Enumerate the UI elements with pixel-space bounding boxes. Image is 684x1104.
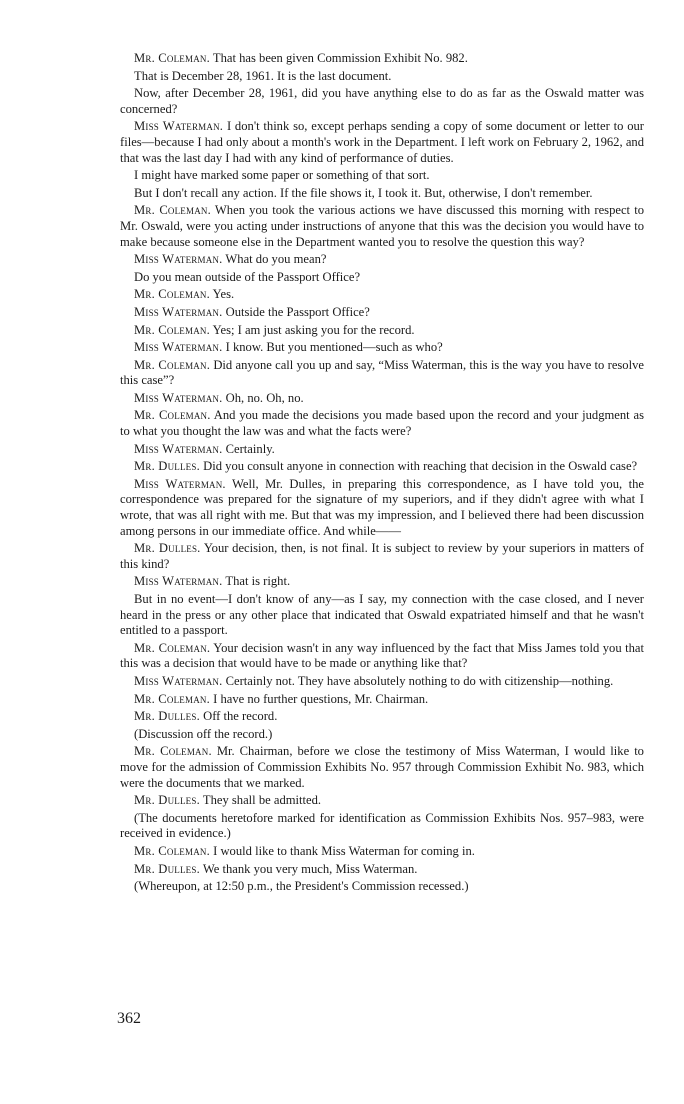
paragraph-text: I know. But you mentioned—such as who? — [225, 340, 443, 355]
transcript-paragraph — [120, 323, 644, 339]
speaker-name: Mr. Coleman. — [134, 744, 212, 759]
speaker-name: Miss Waterman. — [134, 340, 223, 355]
paragraph-text: Yes; I am just asking you for the record. — [212, 322, 415, 337]
paragraph-text: Did anyone call you up and say, “Miss Waterman, this is the way you have to resolve this case”? — [120, 357, 644, 388]
paragraph-text: We thank you very much, Miss Waterman. — [202, 861, 418, 876]
transcript-paragraph — [120, 186, 644, 202]
paragraph-text: Certainly not. They have absolutely nothing to do with citizenship—nothing. — [225, 673, 614, 688]
paragraph-text: Mr. Chairman, before we close the testimony of Miss Waterman, I would like to move for the admission of Commission Exhibits No. 957 through Commission Exhibit No. 983, which were the documents that we marked. — [120, 744, 644, 790]
transcript-paragraph — [120, 358, 644, 389]
speaker-name: Miss Waterman. — [134, 252, 223, 267]
speaker-name: Miss Waterman. — [134, 476, 226, 491]
paragraph-text: I would like to thank Miss Waterman for coming in. — [213, 843, 475, 858]
speaker-name: Miss Waterman. — [134, 304, 223, 319]
paragraph-text: When you took the various actions we have discussed this morning with respect to Mr. Oswald, were you acting under instructions of anyone that this was the decision you would have to make because someone else in the Department wanted you to resolve the question this way? — [120, 203, 645, 249]
speaker-name: Mr. Coleman. — [134, 322, 210, 337]
speaker-name: Miss Waterman. — [134, 574, 223, 589]
transcript-paragraph — [120, 168, 644, 184]
speaker-name: Miss Waterman. — [134, 119, 224, 134]
paragraph-text: Your decision, then, is not final. It is subject to review by your superiors in matters of this kind? — [120, 541, 644, 571]
speaker-name: Mr. Coleman. — [134, 51, 210, 65]
transcript-paragraph — [120, 862, 644, 878]
speaker-name: Mr. Coleman. — [134, 408, 211, 423]
transcript-paragraph — [120, 287, 644, 303]
speaker-name: Miss Waterman. — [134, 673, 223, 688]
page-number: 362 — [117, 1010, 141, 1027]
transcript-paragraph — [120, 641, 644, 672]
paragraph-text: That is right. — [225, 574, 291, 589]
speaker-name: Mr. Coleman. — [134, 691, 210, 706]
paragraph-text: What do you mean? — [225, 252, 327, 267]
paragraph-text: And you made the decisions you made based upon the record and your judgment as to what you thought the law was and what the facts were? — [120, 408, 644, 439]
transcript-paragraph — [120, 574, 644, 590]
speaker-name: Mr. Dulles. — [134, 793, 200, 808]
paragraph-text: Now, after December 28, 1961, did you have anything else to do as far as the Oswald matter was concerned? — [120, 86, 644, 116]
transcript-paragraph — [120, 477, 644, 539]
transcript-paragraph — [120, 844, 644, 860]
speaker-name: Miss Waterman. — [134, 390, 223, 405]
speaker-name: Mr. Coleman. — [134, 203, 211, 218]
transcript-paragraph — [120, 459, 644, 475]
paragraph-text: But I don't recall any action. If the file shows it, I took it. But, otherwise, I don't remember. — [134, 185, 593, 200]
paragraph-text: They shall be admitted. — [202, 793, 322, 808]
transcript-paragraph — [120, 119, 644, 166]
paragraph-text: That is December 28, 1961. It is the last document. — [134, 68, 392, 83]
transcript-paragraph — [120, 879, 644, 895]
transcript-paragraph — [120, 408, 644, 439]
paragraph-text: Off the record. — [203, 709, 278, 724]
transcript-paragraph — [120, 793, 644, 809]
paragraph-text: Did you consult anyone in connection with reaching that decision in the Oswald case? — [203, 459, 638, 474]
paragraph-text: Well, Mr. Dulles, in preparing this correspondence, as I have told you, the correspondence was prepared for the signature of my superiors, and if they didn't agree with what I wrote, that was all right with me. But that was my impression, and I believed there had been discussion among persons in our immediate office. And while—— — [120, 476, 645, 538]
paragraph-text: I don't think so, except perhaps sending a copy of some document or letter to our files—because I had only about a month's work in the Department. I left work on February 2, 1962, and that was the last day I had with any kind of performance of duties. — [120, 119, 644, 165]
paragraph-text: But in no event—I don't know of any—as I say, my connection with the case closed, and I never heard in the press or any other place that indicated that Oswald expatriated himself and that he wasn't entitled to a passport. — [120, 592, 644, 638]
transcript-paragraph — [120, 692, 644, 708]
speaker-name: Mr. Coleman. — [134, 843, 210, 858]
transcript-paragraph — [120, 674, 644, 690]
speaker-name: Miss Waterman. — [134, 441, 223, 456]
transcript-paragraph — [120, 442, 644, 458]
paragraph-text: Outside the Passport Office? — [225, 304, 370, 319]
speaker-name: Mr. Dulles. — [134, 541, 201, 556]
transcript-paragraph — [120, 744, 644, 791]
transcript-paragraph — [120, 51, 644, 67]
paragraph-text: I might have marked some paper or something of that sort. — [134, 168, 430, 183]
paragraph-text: (The documents heretofore marked for identification as Commission Exhibits Nos. 957–983, were received in evidence.) — [120, 810, 644, 841]
paragraph-text: Yes. — [212, 287, 235, 302]
transcript-paragraph — [120, 340, 644, 356]
transcript-paragraph — [120, 305, 644, 321]
paragraph-text: That has been given Commission Exhibit No. 982. — [212, 51, 468, 65]
transcript-paragraph — [120, 203, 644, 250]
paragraph-text: Do you mean outside of the Passport Office? — [134, 269, 361, 284]
transcript-paragraph — [120, 391, 644, 407]
speaker-name: Mr. Coleman. — [134, 357, 211, 372]
paragraph-text: I have no further questions, Mr. Chairman. — [213, 691, 429, 706]
speaker-name: Mr. Coleman. — [134, 287, 210, 302]
transcript-paragraph — [120, 592, 644, 639]
transcript-body — [120, 51, 644, 897]
speaker-name: Mr. Dulles. — [134, 459, 200, 474]
transcript-paragraph — [120, 541, 644, 572]
transcript-paragraph — [120, 727, 644, 743]
speaker-name: Mr. Coleman. — [134, 640, 211, 655]
transcript-paragraph — [120, 86, 644, 117]
paragraph-text: Certainly. — [225, 441, 275, 456]
transcript-paragraph — [120, 69, 644, 85]
paragraph-text: Oh, no. Oh, no. — [225, 390, 304, 405]
paragraph-text: Your decision wasn't in any way influenced by the fact that Miss James told you that this was a decision that would have to be made or anything like that? — [120, 640, 644, 671]
transcript-paragraph — [120, 252, 644, 268]
paragraph-text: (Discussion off the record.) — [134, 726, 273, 741]
speaker-name: Mr. Dulles. — [134, 861, 200, 876]
paragraph-text: (Whereupon, at 12:50 p.m., the President's Commission recessed.) — [134, 879, 469, 894]
transcript-paragraph — [120, 709, 644, 725]
speaker-name: Mr. Dulles. — [134, 709, 200, 724]
transcript-paragraph — [120, 270, 644, 286]
transcript-paragraph — [120, 811, 644, 842]
